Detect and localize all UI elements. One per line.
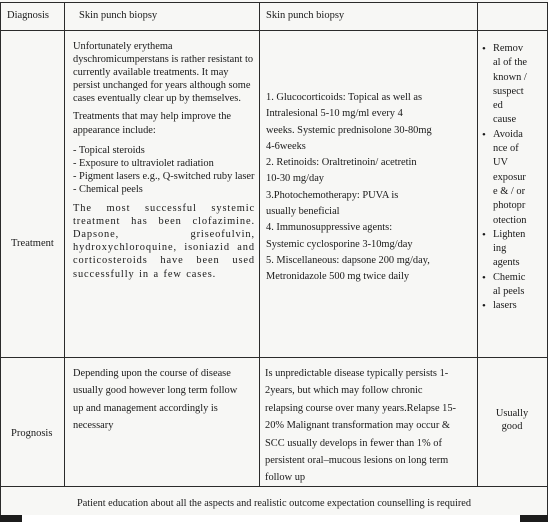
treatment-paragraph: The most successful systemic treatment has been clofazimine. Dapsone, griseofulvin, hydroxychloroquine, isoniazid and corticosteroids have been used successfully in a few cases. (73, 203, 255, 280)
treatment-line: 4. Immunosuppressive agents: (266, 222, 393, 234)
prognosis-line: 20% Malignant transformation may occur & (265, 420, 450, 432)
bottom-edge-gap (22, 515, 520, 522)
prognosis-col4 (479, 408, 545, 433)
bullet-item: • Chemic al peels (481, 271, 545, 300)
header-col3-text: Skin punch biopsy (266, 10, 345, 21)
treatment-line: 4-6weeks (266, 140, 306, 152)
treatment-line: 3.Photochemotherapy: PUVA is (266, 189, 399, 201)
treatment-line: Metronidazole 500 mg twice daily (266, 271, 410, 283)
prognosis-line: Is unpredictable disease typically persists 1- (265, 368, 449, 379)
treatment-line: 1. Glucocorticoids: Topical as well as (266, 92, 423, 103)
prognosis-line: necessary (73, 420, 114, 432)
prognosis-line: relapsing course over many years.Relapse 15- (265, 402, 457, 414)
prognosis-line: usually good however long term follow (73, 385, 238, 397)
treatment-line: usually beneficial (266, 206, 340, 218)
prognosis-line: up and management accordingly is (73, 402, 218, 414)
treatment-list-item: - Chemical peels (73, 183, 143, 195)
prognosis-line: Depending upon the course of disease (73, 368, 231, 379)
prognosis-col3 (265, 365, 475, 487)
prognosis-line: Usually (495, 408, 529, 419)
treatment-list-item: - Pigment lasers e.g., Q-switched ruby laser (73, 170, 255, 182)
row-label-prognosis: Prognosis (11, 428, 53, 439)
treatment-line: Intralesional 5-10 mg/ml every 4 (266, 108, 403, 120)
header-col2-text: Skin punch biopsy (79, 10, 158, 21)
bullet-item: • Remov al of the known / suspect ed cause (481, 42, 545, 128)
treatment-paragraph: Treatments that may help improve the appearance include: (73, 111, 232, 136)
column-divider (477, 2, 478, 486)
prognosis-line: follow up (265, 472, 306, 484)
prognosis-line: SCC usually develops in fewer than 1% of (265, 437, 442, 449)
treatment-col3 (266, 90, 474, 286)
table-border-header (0, 30, 548, 31)
treatment-line: 10-30 mg/day (266, 173, 325, 185)
bullet-item: • Lighten ing agents (481, 228, 545, 271)
prognosis-line: good (501, 420, 523, 432)
treatment-list-item: - Exposure to ultraviolet radiation (73, 157, 214, 169)
treatment-line: Systemic cyclosporine 3-10mg/day (266, 238, 413, 250)
row-label-treatment: Treatment (11, 238, 54, 249)
footer-note: Patient education about all the aspects and realistic outcome expectation counselling is required (76, 498, 471, 509)
prognosis-col2 (73, 365, 255, 435)
table-border-left (0, 2, 1, 515)
treatment-col4 (481, 42, 545, 314)
treatment-col2 (73, 40, 255, 281)
column-divider (259, 2, 260, 486)
column-divider (64, 2, 65, 486)
bullet-item: • lasers (481, 299, 545, 313)
treatment-line: 2. Retinoids: Oraltretinoin/ acetretin (266, 157, 417, 169)
prognosis-line: 2years, but which may follow chronic (265, 385, 423, 397)
treatment-paragraph: Unfortunately erythema dyschromicumperstans is rather resistant to currently available treatments. It may persist unchanged for years although some cases eventually clear up by themselves. (73, 41, 254, 105)
header-diagnosis: Diagnosis (7, 10, 49, 21)
bullet-item: • Avoida nce of UV exposur e & / or photopr otection (481, 128, 545, 228)
treatment-list-item: - Topical steroids (73, 144, 145, 156)
treatment-line: weeks. Systemic prednisolone 30-80mg (266, 124, 432, 136)
table-border-row (0, 357, 548, 358)
treatment-line: 5. Miscellaneous: dapsone 200 mg/day, (266, 254, 430, 266)
treatment-bullet-list (481, 42, 545, 314)
table-border-top (0, 2, 548, 3)
prognosis-line: persistent oral–mucous lesions on long term (265, 455, 449, 467)
